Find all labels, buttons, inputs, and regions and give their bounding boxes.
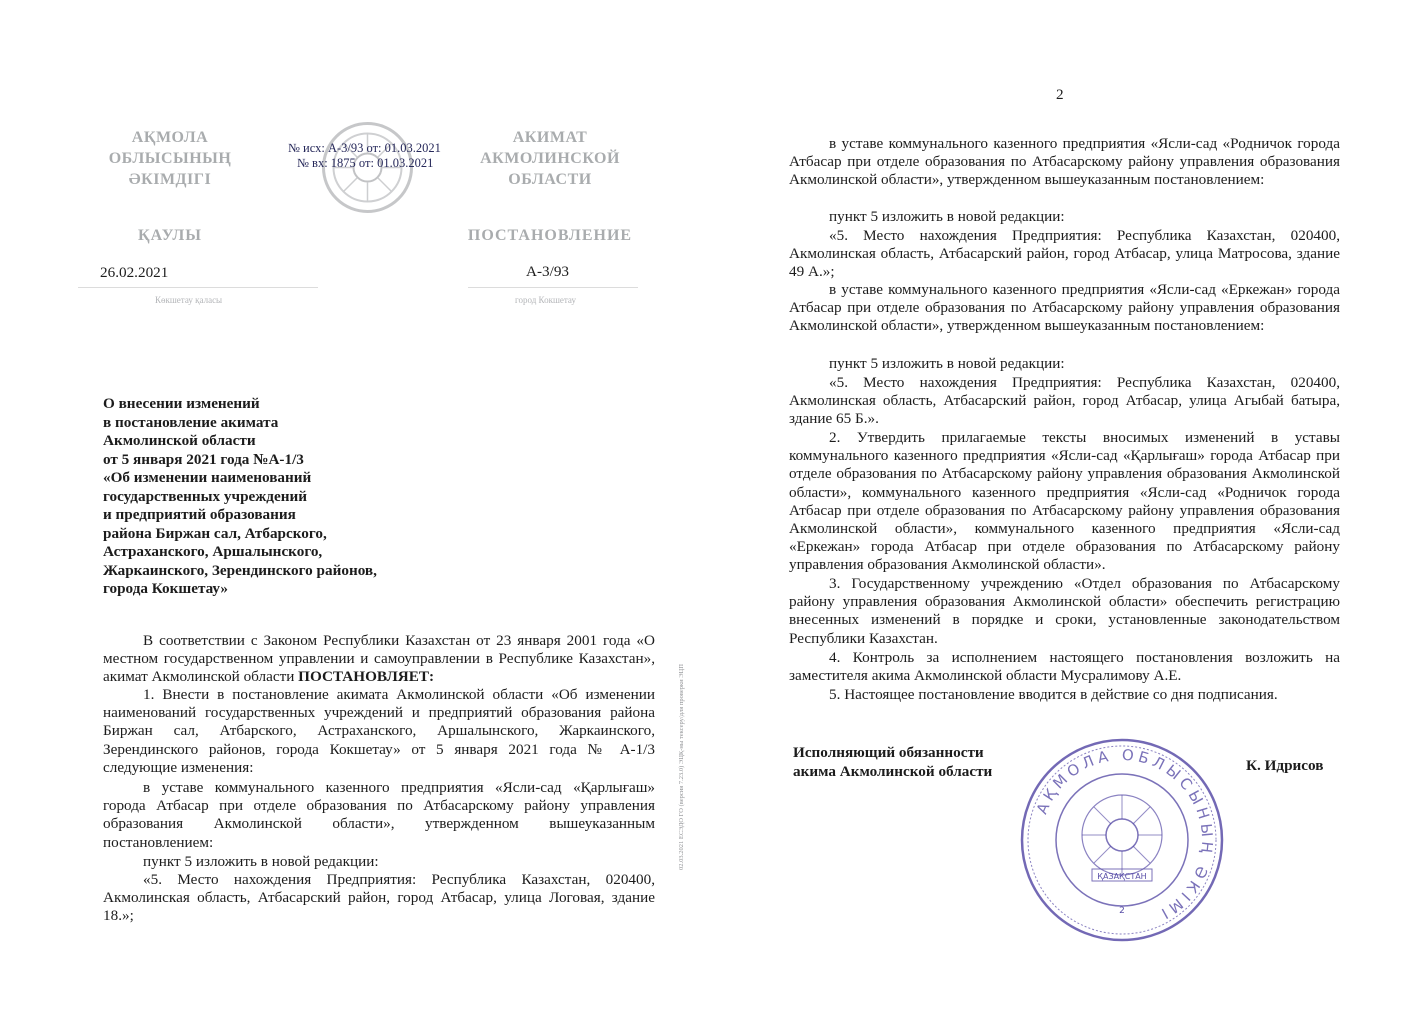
seal-center-text: ҚАЗАҚСТАН bbox=[1097, 872, 1147, 881]
registration-incoming: № вх: 1875 от: 01.03.2021 bbox=[297, 156, 434, 170]
p2-item-4: 4. Контроль за исполнением настоящего постановления возложить на заместителя акима Акмолинской области Мусралимову А.Е. bbox=[789, 649, 1340, 685]
title-line: от 5 января 2021 года №А-1/3 bbox=[103, 450, 304, 468]
p1-address-karlygash: «5. Место нахождения Предприятия: Республика Казахстан, 020400, Акмолинская область, Атбасарский район, город Атбасар, улица Логовая, здание 18.»; bbox=[103, 871, 655, 925]
edms-side-note: 02.03.2021 ЕСЭДО ГО (версия 7.23.0) ЭЦҚ-ны тексеру/для проверки ЭЦП bbox=[678, 664, 685, 870]
title-line: государственных учреждений bbox=[103, 487, 307, 505]
p2-clause-5-b: пункт 5 изложить в новой редакции: bbox=[829, 355, 1065, 372]
p2-clause-5-a: пункт 5 изложить в новой редакции: bbox=[829, 208, 1065, 225]
p2-item-3: 3. Государственному учреждению «Отдел образования по Атбасарскому району управления образования Акмолинской области» обеспечить регистрацию внесенных изменений в порядке и сроки, установленные законодательством Республики Казахстан. bbox=[789, 575, 1340, 647]
p1-item-1: 1. Внести в постановление акимата Акмолинской области «Об изменении наименований государственных учреждений и предприятий образования района Биржан сал, Атбарского, Астраханского, Аршалынского, Жаркаинского, Зерендинского районов, города Кокшетау» от 5 января 2021 года № А-1/3 следующие изменения: bbox=[103, 686, 655, 776]
p2-address-erkezhan: «5. Место нахождения Предприятия: Республика Казахстан, 020400, Акмолинская область, Атбасарский район, город Атбасар, улица Агыбай батыра, здание 65 Б.». bbox=[789, 374, 1340, 428]
right-city: город Кокшетау bbox=[515, 295, 576, 305]
p1-clause-5: пункт 5 изложить в новой редакции: bbox=[143, 853, 379, 870]
right-org-name: АКИМАТ АКМОЛИНСКОЙ ОБЛАСТИ bbox=[480, 129, 620, 188]
left-org-name: АҚМОЛА ОБЛЫСЫНЫҢ ӘКІМДІГІ bbox=[108, 129, 232, 188]
number-underline bbox=[468, 287, 638, 288]
title-line: Акмолинской области bbox=[103, 432, 256, 449]
title-line: и предприятий образования bbox=[103, 506, 296, 523]
title-line: Астраханского, Аршалынского, bbox=[103, 543, 323, 560]
p1-charter-karlygash: в уставе коммунального казенного предприятия «Ясли-сад «Қарлығаш» города Атбасар при отделе образования по Атбасарскому району управления образования Акмолинской области», утвержденном вышеуказанным постановлением: bbox=[103, 779, 655, 851]
date-underline bbox=[78, 287, 318, 288]
title-line: О внесении изменений bbox=[103, 395, 260, 412]
page-number: 2 bbox=[1056, 86, 1064, 103]
registration-outgoing: № исх: А-3/93 от: 01.03.2021 bbox=[288, 141, 441, 155]
seal-number: 2 bbox=[1119, 906, 1125, 916]
title-line: района Биржан сал, Атбарского, bbox=[103, 524, 327, 542]
p2-charter-rodnichok: в уставе коммунального казенного предприятия «Ясли-сад «Родничок города Атбасар при отделе образования по Атбасарскому району управления образования Акмолинской области», утвержденном вышеуказанным постановлением: bbox=[789, 135, 1340, 189]
title-line: в постановление акимата bbox=[103, 413, 279, 431]
p1-preamble: В соответствии с Законом Республики Казахстан от 23 января 2001 года «О местном государственном управлении и самоуправлении в Республике Казахстан», акимат Акмолинской области ПОСТАНОВЛЯЕТ: bbox=[103, 632, 655, 686]
official-seal bbox=[1017, 735, 1227, 945]
left-doc-type: ҚАУЛЫ bbox=[137, 227, 202, 244]
title-line: «Об изменении наименований bbox=[103, 469, 312, 486]
title-line: города Кокшетау» bbox=[103, 580, 228, 597]
p2-address-rodnichok: «5. Место нахождения Предприятия: Республика Казахстан, 020400, Акмолинская область, Атбасарский район, город Атбасар, улица Матросова, здание 49 А.»; bbox=[789, 227, 1340, 281]
p2-item-5: 5. Настоящее постановление вводится в действие со дня подписания. bbox=[829, 686, 1278, 703]
seal-ring-text: АҚМОЛА ОБЛЫСЫНЫҢ ӘКІМІ bbox=[1032, 745, 1217, 925]
signatory-name: К. Идрисов bbox=[1246, 757, 1324, 774]
title-line: Жаркаинского, Зерендинского районов, bbox=[103, 561, 377, 579]
document-date: 26.02.2021 bbox=[100, 264, 169, 281]
signatory-position: Исполняющий обязанности акима Акмолинской области bbox=[793, 744, 993, 780]
document-number: А-3/93 bbox=[526, 263, 570, 280]
right-doc-type: ПОСТАНОВЛЕНИЕ bbox=[467, 227, 633, 244]
left-city: Көкшетау қаласы bbox=[155, 295, 223, 305]
p2-charter-erkezhan: в уставе коммунального казенного предприятия «Ясли-сад «Еркежан» города Атбасар при отделе образования по Атбасарскому району управления образования Акмолинской области», утвержденном вышеуказанным постановлением: bbox=[789, 281, 1340, 335]
document-title bbox=[103, 395, 377, 599]
p2-item-2: 2. Утвердить прилагаемые тексты вносимых изменений в уставы коммунального казенного предприятия «Ясли-сад «Қарлығаш» города Атбасар при отделе образования по Атбасарскому району управления образования Акмолинской области», коммунального казенного предприятия «Ясли-сад «Родничок города Атбасар при отделе образования по Атбасарскому району управления образования Акмолинской области», коммунального казенного предприятия «Ясли-сад «Еркежан» города Атбасар при отделе образования по Атбасарскому району управления образования Акмолинской области». bbox=[789, 429, 1340, 574]
svg-text:АҚМОЛА ОБЛЫСЫНЫҢ ӘКІМІ bbox=[1033, 746, 1217, 925]
